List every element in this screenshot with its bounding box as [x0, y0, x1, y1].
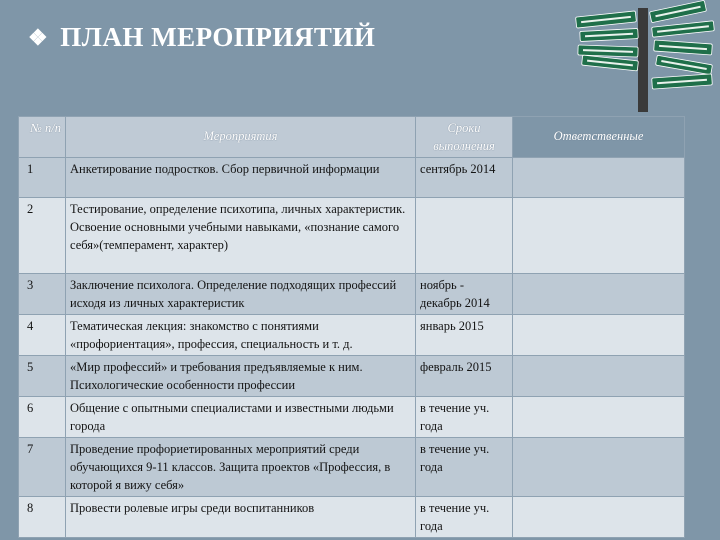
row-responsible [513, 315, 685, 356]
row-responsible [513, 274, 685, 315]
row-event: «Мир профессий» и требования предъявляемые к ним. Психологические особенности профессии [66, 356, 416, 397]
title-text: ПЛАН МЕРОПРИЯТИЙ [60, 22, 376, 52]
row-period: в течение уч. года [416, 497, 513, 538]
table-row [19, 497, 685, 538]
table-row [19, 356, 685, 397]
row-period: в течение уч. года [416, 397, 513, 438]
row-num: 2 [19, 198, 66, 274]
row-event: Заключение психолога. Определение подходящих профессий исходя из личных характеристик [66, 274, 416, 315]
row-period: январь 2015 [416, 315, 513, 356]
table-row [19, 397, 685, 438]
row-num: 7 [19, 438, 66, 497]
table-row [19, 438, 685, 497]
table-row [19, 315, 685, 356]
row-event: Провести ролевые игры среди воспитанников [66, 497, 416, 538]
row-event: Тематическая лекция: знакомство с понятиями «профориентация», профессия, специальность и т. д. [66, 315, 416, 356]
row-period: в течение уч. года [416, 438, 513, 497]
row-responsible [513, 198, 685, 274]
table-row [19, 198, 685, 274]
table-row [19, 158, 685, 198]
header-responsible: Ответственные [513, 117, 685, 158]
row-responsible [513, 158, 685, 198]
row-period: ноябрь - декабрь 2014 [416, 274, 513, 315]
signpost-illustration [572, 0, 720, 112]
row-responsible [513, 356, 685, 397]
row-responsible [513, 438, 685, 497]
header-num: № п/п [19, 117, 66, 158]
row-num: 1 [19, 158, 66, 198]
row-num: 6 [19, 397, 66, 438]
table-row [19, 274, 685, 315]
signpost-pole [638, 8, 648, 112]
row-period [416, 198, 513, 274]
events-table [18, 116, 685, 538]
row-num: 5 [19, 356, 66, 397]
row-period: февраль 2015 [416, 356, 513, 397]
diamond-bullet-icon: ❖ [28, 24, 49, 50]
row-num: 4 [19, 315, 66, 356]
row-responsible [513, 497, 685, 538]
header-period: Сроки выполнения [416, 117, 513, 158]
row-event: Тестирование, определение психотипа, личных характеристик. Освоение основными учебными навыками, «познание самого себя»(темперамент, характер) [66, 198, 416, 274]
page-title [28, 22, 375, 53]
row-responsible [513, 397, 685, 438]
row-event: Общение с опытными специалистами и известными людьми города [66, 397, 416, 438]
row-num: 3 [19, 274, 66, 315]
header-event: Мероприятия [66, 117, 416, 158]
row-event: Анкетирование подростков. Сбор первичной информации [66, 158, 416, 198]
row-event: Проведение профориетированных мероприятий среди обучающихся 9-11 классов. Защита проектов «Профессия, в которой я вижу себя» [66, 438, 416, 497]
row-period: сентябрь 2014 [416, 158, 513, 198]
row-num: 8 [19, 497, 66, 538]
